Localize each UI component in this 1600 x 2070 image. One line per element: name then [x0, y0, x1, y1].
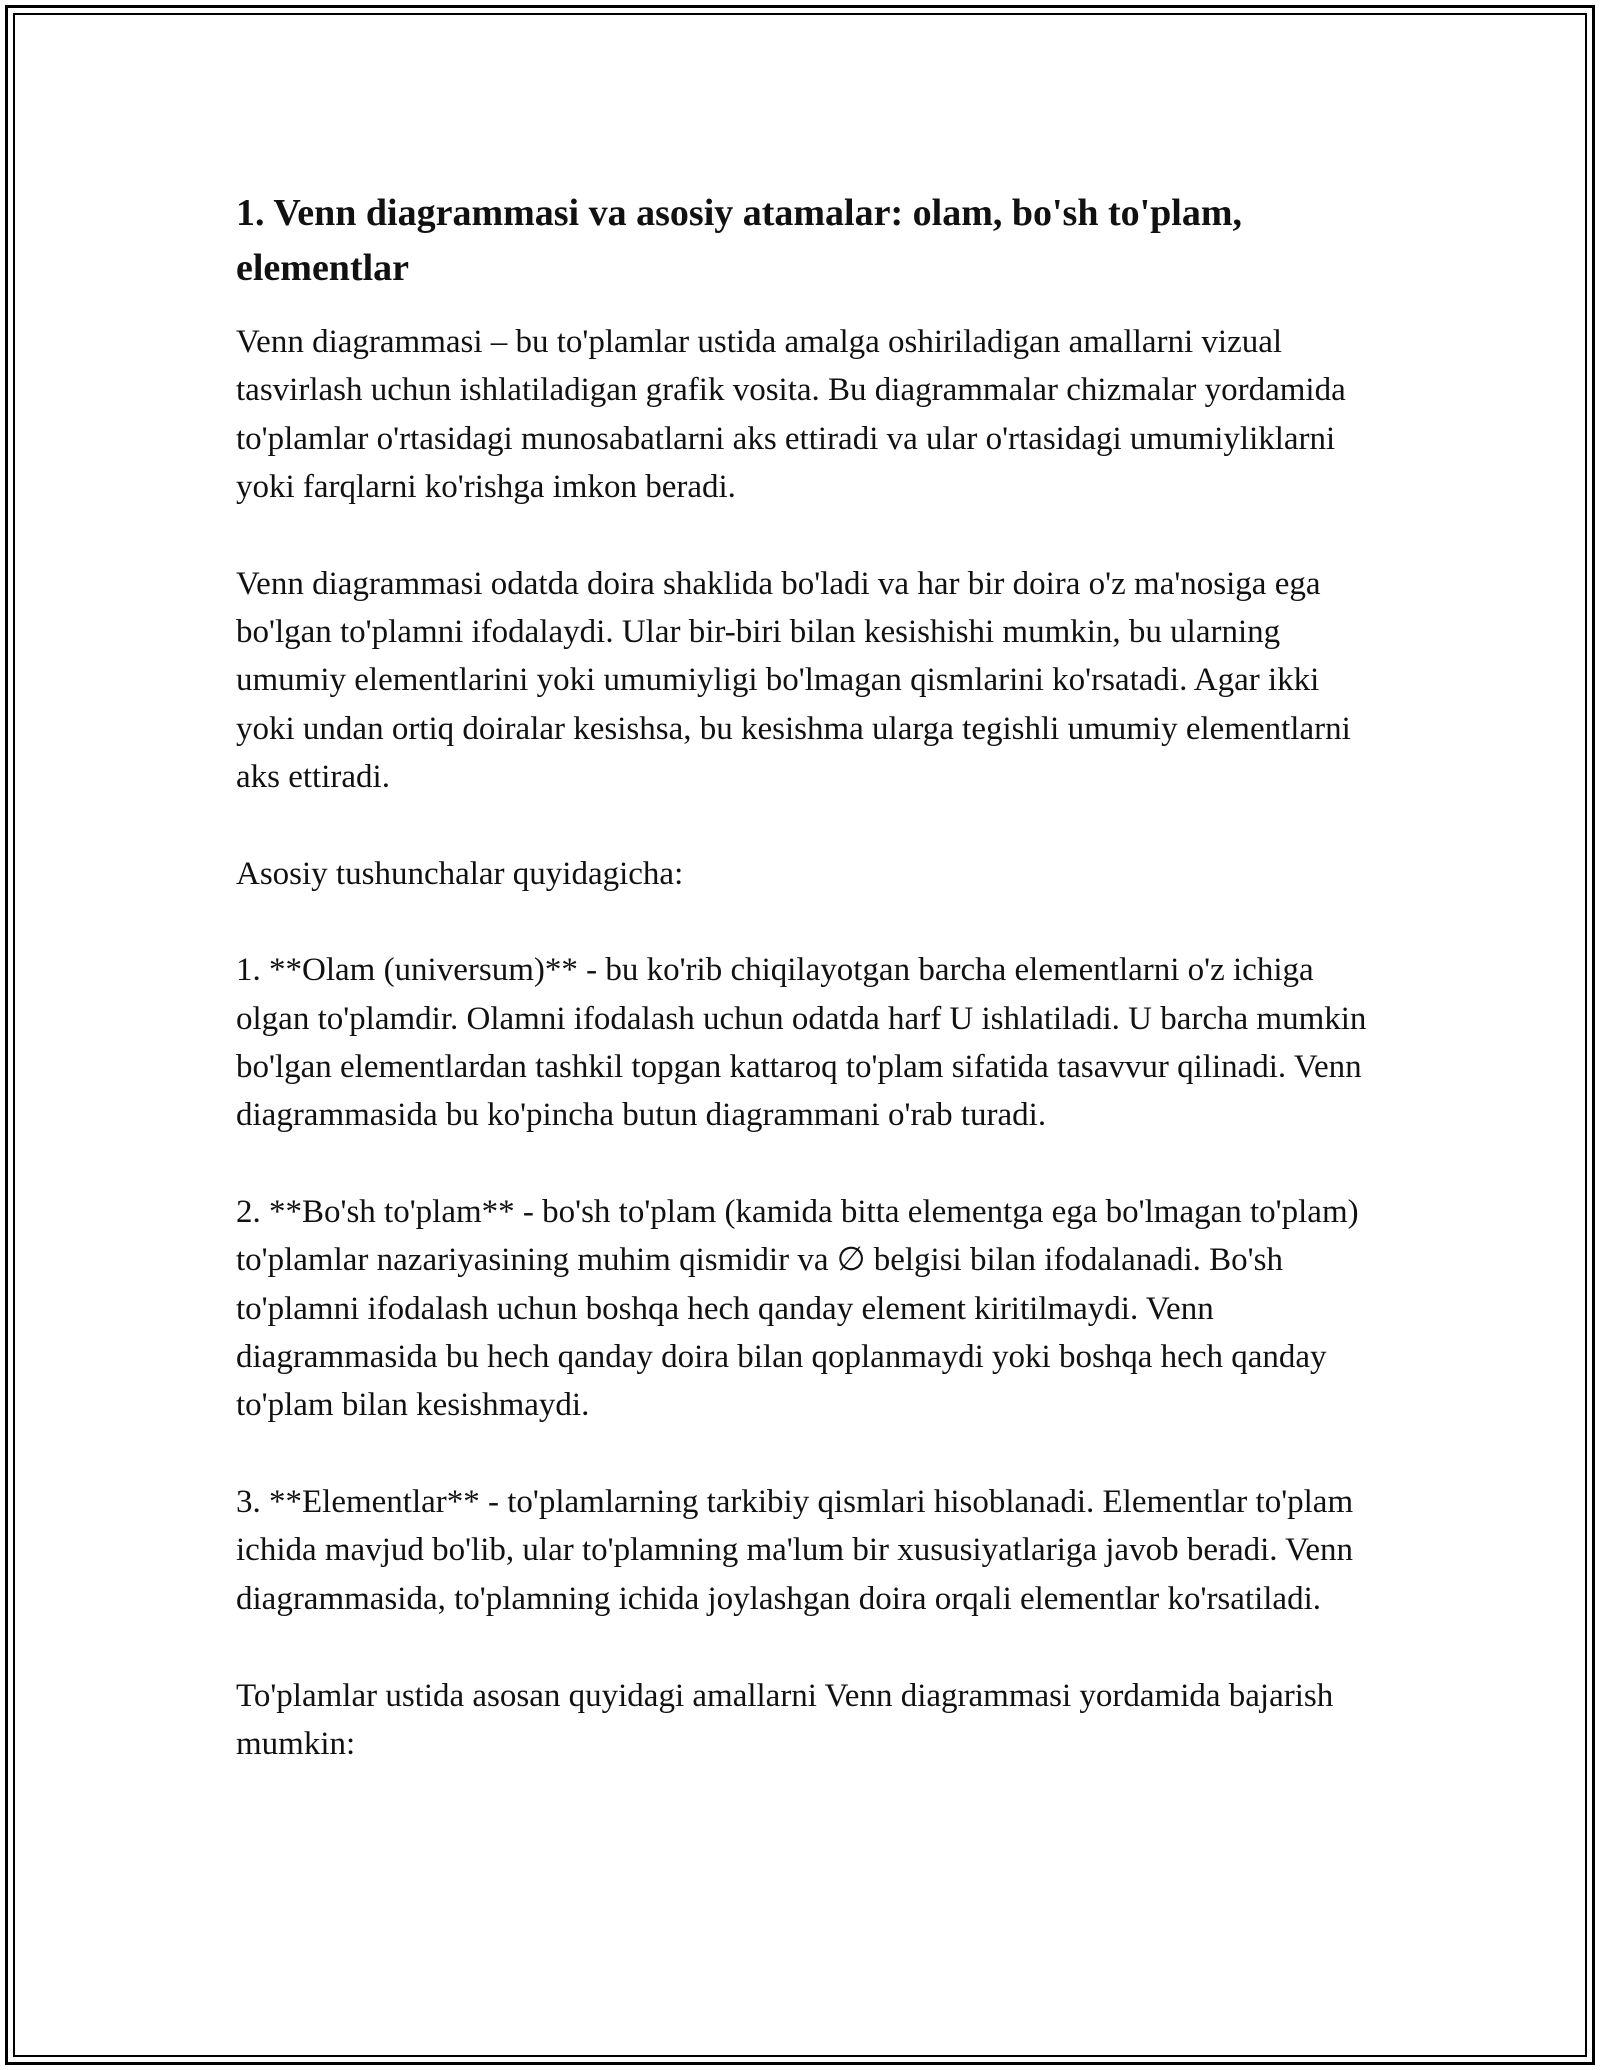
paragraph-basic-concepts-heading: Asosiy tushunchalar quyidagicha:: [236, 855, 684, 892]
list-item-elements: 3. **Elementlar** - to'plamlarning tarkibiy qismlari hisoblanadi. Elementlar to'plam ichida mavjud bo'lib, ular to'plamning ma'lum bir xususiyatlariga javob beradi. Venn diagrammasida, to'plamning ichida joylashgan doira orqali elementlar ko'rsatiladi.: [236, 1484, 1354, 1617]
document-title: 1. Venn diagrammasi va asosiy atamalar: olam, bo'sh to'plam, elementlar: [236, 192, 1243, 289]
document-body: [236, 186, 1376, 1817]
paragraph-circles: Venn diagrammasi odatda doira shaklida bo'ladi va har bir doira o'z ma'nosiga ega bo'lgan to'plamni ifodalaydi. Ular bir-biri bilan kesishishi mumkin, bu ularning umumiy elementlarini yoki umumiyligi bo'lmagan qismlarini ko'rsatadi. Agar ikki yoki undan ortiq doiralar kesishsa, bu kesishma ularga tegishli umumiy elementlarni aks ettiradi.: [236, 565, 1351, 795]
paragraph-operations-intro: To'plamlar ustida asosan quyidagi amallarni Venn diagrammasi yordamida bajarish mumkin:: [236, 1677, 1334, 1762]
list-item-universe: 1. **Olam (universum)** - bu ko'rib chiqilayotgan barcha elementlarni o'z ichiga olgan to'plamdir. Olamni ifodalash uchun odatda harf U ishlatiladi. U barcha mumkin bo'lgan elementlardan tashkil topgan kattaroq to'plam sifatida tasavvur qilinadi. Venn diagrammasida bu ko'pincha butun diagrammani o'rab turadi.: [236, 952, 1367, 1134]
paragraph-intro: Venn diagrammasi – bu to'plamlar ustida amalga oshiriladigan amallarni vizual tasvirlash uchun ishlatiladigan grafik vosita. Bu diagrammalar chizmalar yordamida to'plamlar o'rtasidagi munosabatlarni aks ettiradi va ular o'rtasidagi umumiyliklarni yoki farqlarni ko'rishga imkon beradi.: [236, 324, 1346, 505]
list-item-empty-set: 2. **Bo'sh to'plam** - bo'sh to'plam (kamida bitta elementga ega bo'lmagan to'plam) to'plamlar nazariyasining muhim qismidir va ∅ belgisi bilan ifodalanadi. Bo'sh to'plamni ifodalash uchun boshqa hech qanday element kiritilmaydi. Venn diagrammasida bu hech qanday doira bilan qoplanmaydi yoki boshqa hech qanday to'plam bilan kesishmaydi.: [236, 1194, 1359, 1424]
